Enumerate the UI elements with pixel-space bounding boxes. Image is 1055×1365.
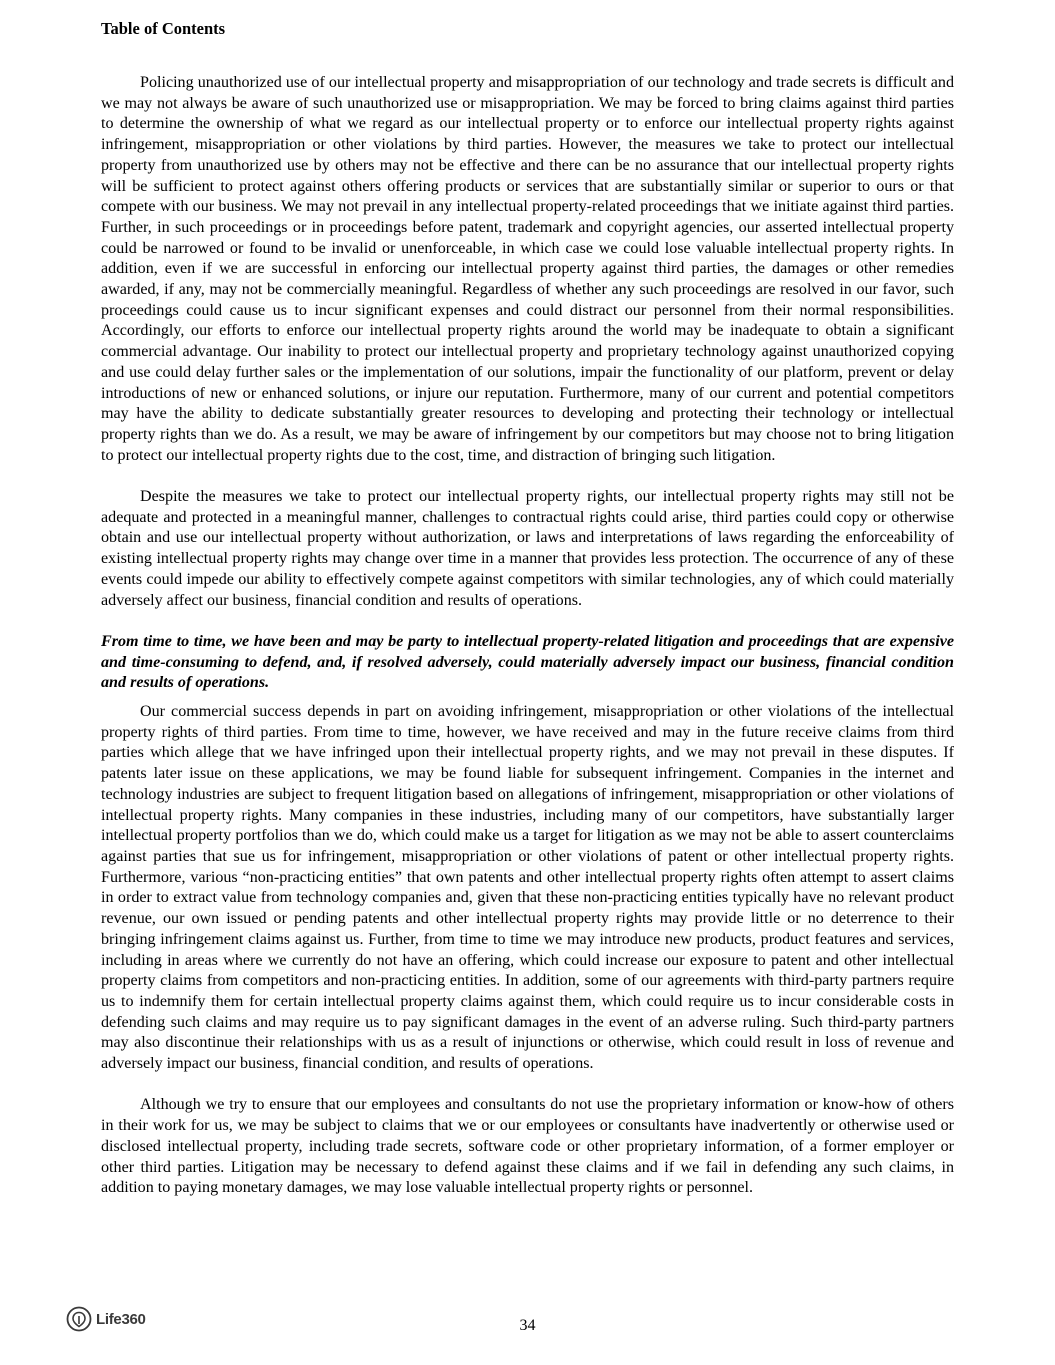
body-paragraph: Although we try to ensure that our employees and consultants do not use the proprietary information or know-how of others in their work for us, we may be subject to claims that we or our employees or consultants have inadvertently or otherwise used or disclosed intellectual property, including trade secrets, software code or other proprietary information, of a former employer or other third parties. Litigation may be necessary to defend against these claims and if we fail in defending any such claims, in addition to paying monetary damages, we may lose valuable intellectual property rights or personnel. bbox=[101, 1096, 954, 1197]
logo-wordmark: Life360 bbox=[96, 1310, 146, 1328]
page-number: 34 bbox=[519, 1317, 536, 1334]
document-body bbox=[101, 73, 954, 1199]
body-paragraph: Policing unauthorized use of our intellectual property and misappropriation of our technology and trade secrets is difficult and we may not always be aware of such unauthorized use or misappropriation. We may be forced to bring claims against third parties to determine the ownership of what we regard as our intellectual property or to enforce our intellectual property rights against infringement, misappropriation or other violations by third parties. However, the measures we take to protect our intellectual property from unauthorized use by others may not be effective and there can be no assurance that our intellectual property rights will be sufficient to protect against others offering products or services that are substantially similar or superior to ours or that compete with our business. We may not prevail in any intellectual property-related proceedings that we initiate against third parties. Further, in such proceedings or in proceedings before patent, trademark and copyright agencies, our asserted intellectual property could be narrowed or found to be invalid or unenforceable, in which case we could lose valuable intellectual property rights. In addition, even if we are successful in enforcing our intellectual property against third parties, the damages or other remedies awarded, if any, may not be commercially meaningful. Regardless of whether any such proceedings are resolved in our favor, such proceedings could cause us to incur significant expenses and could distract our personnel from their normal responsibilities. Accordingly, our efforts to enforce our intellectual property rights around the world may be inadequate to obtain a significant commercial advantage. Our inability to protect our intellectual property and proprietary technology against unauthorized copying and use could delay further sales or the implementation of our solutions, impair the functionality of our platform, prevent or delay introductions of new or enhanced solutions, or injure our reputation. Furthermore, many of our current and potential competitors may have the ability to dedicate substantially greater resources to developing and protecting their technology or intellectual property rights than we do. As a result, we may be aware of infringement by our competitors but may choose not to bring litigation to protect our intellectual property rights due to the cost, time, and distraction of bringing such litigation. bbox=[101, 74, 954, 464]
table-of-contents-link[interactable]: Table of Contents bbox=[101, 19, 226, 38]
body-paragraph: Despite the measures we take to protect our intellectual property rights, our intellectual property rights may still not be adequate and protected in a meaningful manner, challenges to contractual rights could arise, third parties could copy or otherwise obtain and use our intellectual property without authorization, or laws and interpretations of laws regarding the enforceability of existing intellectual property rights may change over time in a manner that provides less protection. The occurrence of any of these events could impede our ability to effectively compete against competitors with similar technologies, any of which could materially adversely affect our business, financial condition and results of operations. bbox=[101, 488, 954, 609]
body-paragraph: Our commercial success depends in part on avoiding infringement, misappropriation or other violations of the intellectual property rights of third parties. From time to time, however, we have received and may in the future receive claims from third parties which allege that we have infringed upon their intellectual property rights, and we may not prevail in these disputes. If patents later issue on these applications, we may be found liable for subsequent infringement. Companies in the internet and technology industries are subject to frequent litigation based on allegations of infringement, misappropriation or other violations of intellectual property rights. Many companies in these industries, including many of our competitors, have substantially larger intellectual property portfolios than we do, which could make us a target for litigation as we may not be able to assert counterclaims against parties that sue us for infringement, misappropriation or other violations of patent or other intellectual property rights. Furthermore, various “non-practicing entities” that own patents and other intellectual property rights often attempt to assert claims in order to extract value from technology companies and, given that these non-practicing entities typically have no relevant product revenue, our own issued or pending patents and other intellectual property rights may provide little or no deterrence to their bringing infringement claims against us. Further, from time to time we may introduce new products, product features and services, including in areas where we currently do not have an offering, which could increase our exposure to patent and other intellectual property claims from competitors and non-practicing entities. In addition, some of our agreements with third-party partners require us to indemnify them for certain intellectual property claims against them, which could require us to incur considerable costs in defending such claims and may require us to pay significant damages in the event of an adverse ruling. Such third-party partners may also discontinue their relationships with us as a result of injunctions or otherwise, which could result in loss of revenue and adversely impact our business, financial condition, and results of operations. bbox=[101, 703, 954, 1073]
risk-factor-heading: From time to time, we have been and may be party to intellectual property-related litigation and proceedings that are expensive and time-consuming to defend, and, if resolved adversely, could materially adversely impact our business, financial condition and results of operations. bbox=[101, 632, 954, 692]
